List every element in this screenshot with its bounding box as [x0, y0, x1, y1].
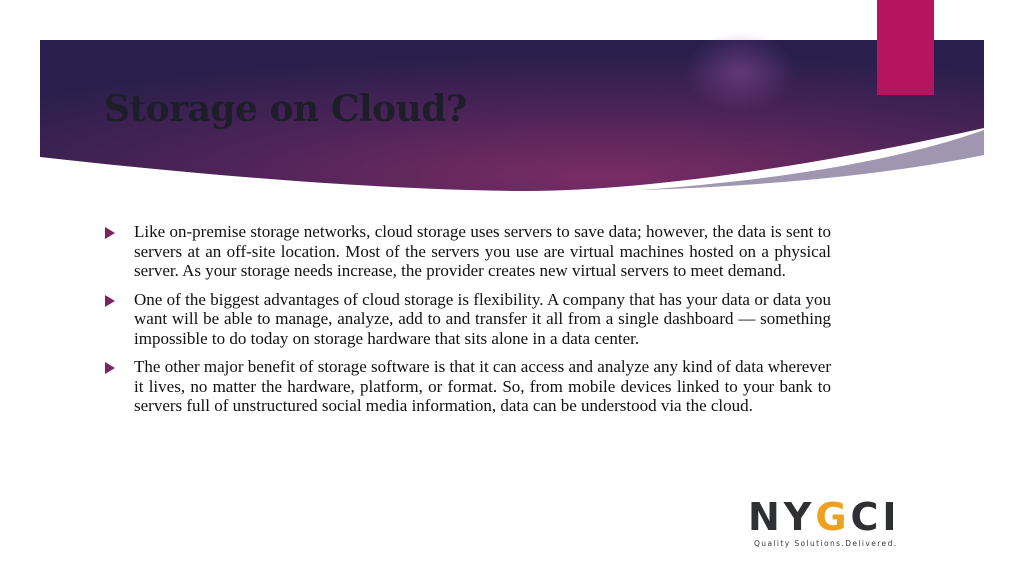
- nygci-logo: [748, 497, 918, 549]
- logo-part-ny: NY: [748, 495, 816, 539]
- logo-part-g: G: [815, 495, 851, 539]
- triangle-right-icon: [105, 227, 115, 239]
- logo-wordmark: [748, 497, 918, 537]
- triangle-right-icon: [105, 362, 115, 374]
- logo-tagline: Quality Solutions.Delivered.: [754, 539, 898, 548]
- bullet-item: [104, 357, 831, 416]
- bullet-list: [104, 222, 831, 425]
- logo-part-ci: CI: [850, 495, 901, 539]
- bullet-text: One of the biggest advantages of cloud storage is flexibility. A company that has your data or data you want will be able to manage, analyze, add to and transfer it all from a single dashboard — something impossible to do today on storage hardware that sits alone in a data center.: [134, 289, 831, 348]
- bullet-item: [104, 222, 831, 281]
- accent-tab: [877, 0, 934, 95]
- bullet-text: The other major benefit of storage software is that it can access and analyze any kind of data wherever it lives, no matter the hardware, platform, or format. So, from mobile devices linked to your bank to servers full of unstructured social media information, data can be understood via the cloud.: [134, 357, 831, 415]
- slide-title: Storage on Cloud?: [104, 88, 467, 130]
- bullet-item: [104, 290, 831, 349]
- bullet-text: Like on-premise storage networks, cloud storage uses servers to save data; however, the data is sent to servers at an off-site location. Most of the servers you use are virtual machines hosted on a physical server. As your storage needs increase, the provider creates new virtual servers to meet demand.: [134, 222, 831, 280]
- triangle-right-icon: [105, 295, 115, 307]
